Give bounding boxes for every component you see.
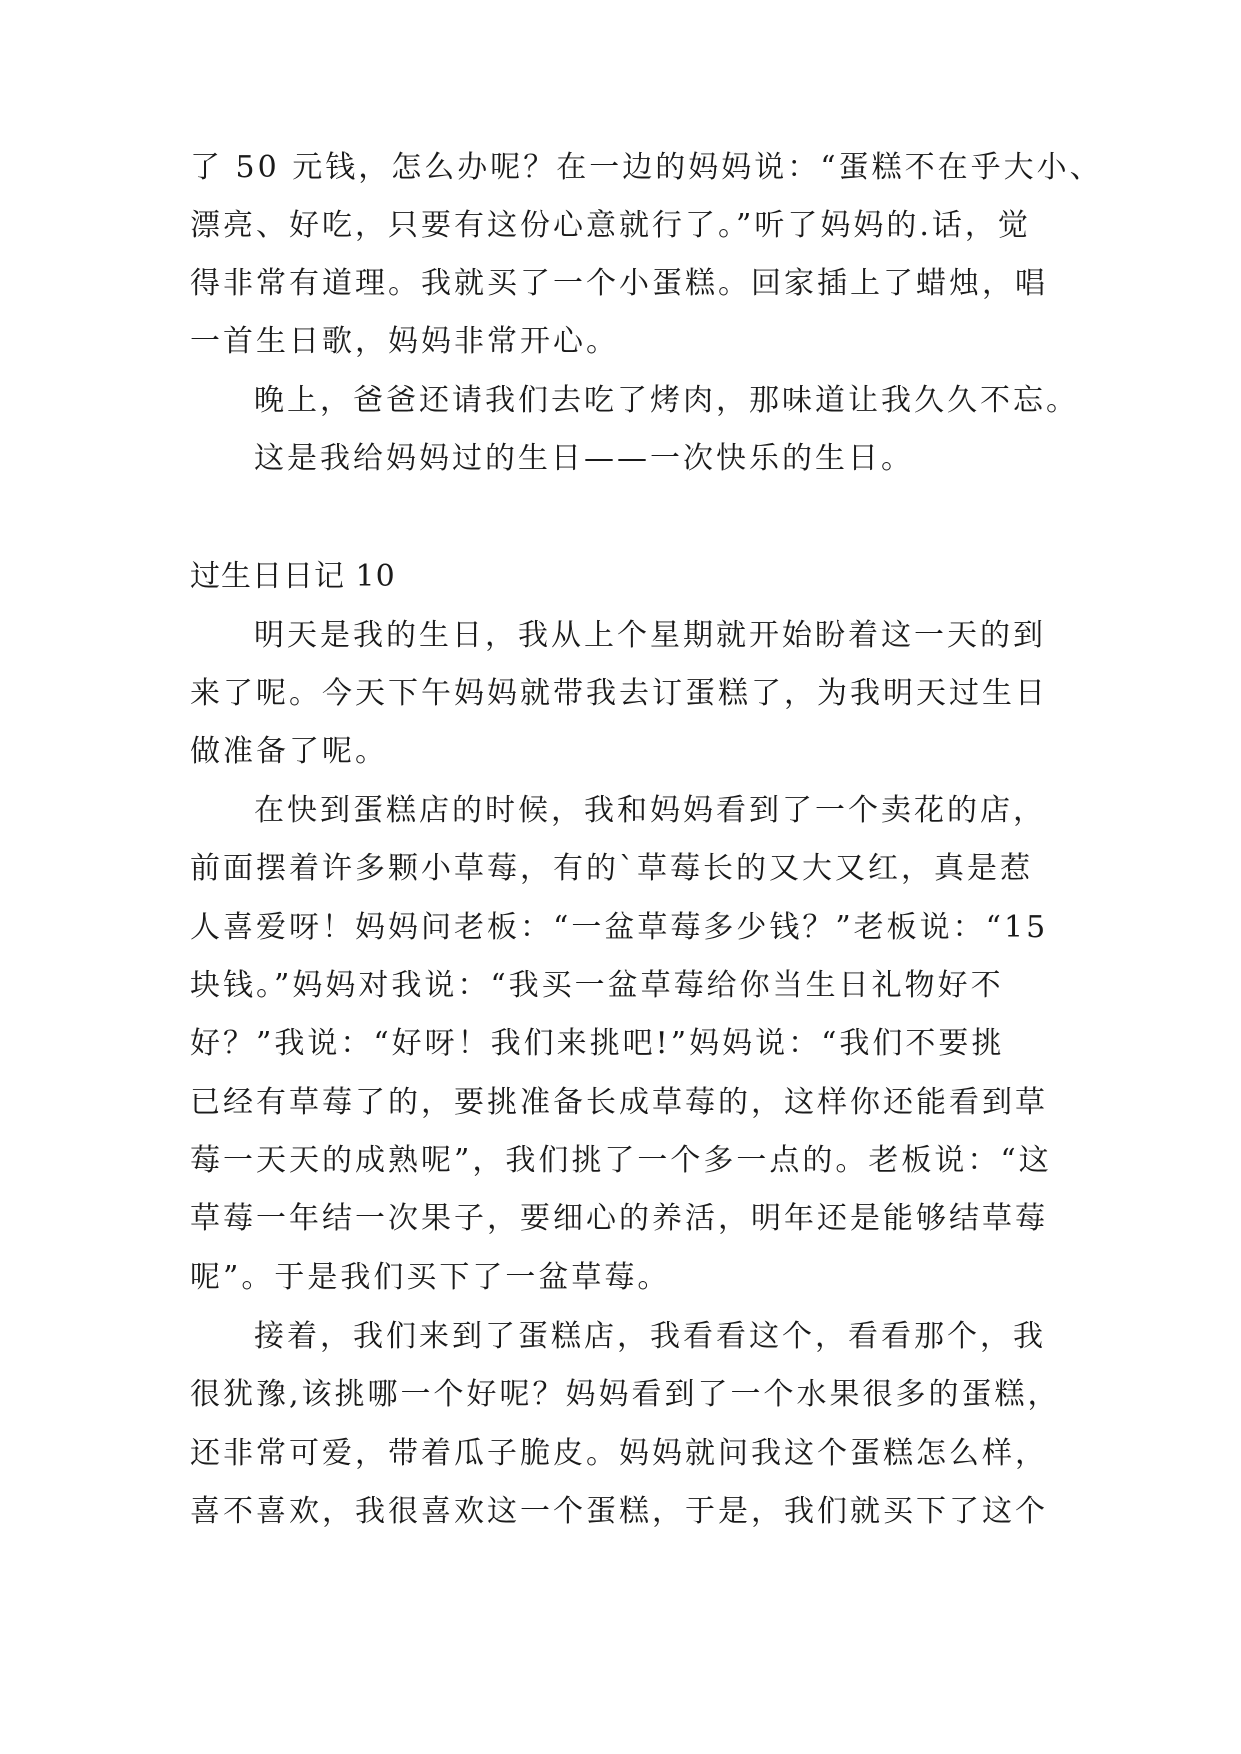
text-line: 喜不喜欢，我很喜欢这一个蛋糕，于是，我们就买下了这个: [190, 1494, 1048, 1529]
paragraph-first-line: 接着，我们来到了蛋糕店，我看看这个，看看那个，我: [254, 1319, 1046, 1354]
text-line: 很犹豫,该挑哪一个好呢？妈妈看到了一个水果很多的蛋糕，: [190, 1377, 1061, 1412]
text-line: 前面摆着许多颗小草莓，有的`草莓长的又大又红，真是惹: [190, 851, 1033, 886]
text-line: 呢”。于是我们买下了一盆草莓。: [190, 1260, 671, 1295]
text-line: 草莓一年结一次果子，要细心的养活，明年还是能够结草莓: [190, 1201, 1048, 1236]
text-line: 莓一天天的成熟呢”，我们挑了一个多一点的。老板说：“这: [190, 1143, 1052, 1178]
paragraph-first-line: 明天是我的生日，我从上个星期就开始盼着这一天的到: [254, 618, 1046, 653]
text-line: 已经有草莓了的，要挑准备长成草莓的，这样你还能看到草: [190, 1085, 1048, 1120]
text-line: 来了呢。今天下午妈妈就带我去订蛋糕了，为我明天过生日: [190, 676, 1048, 711]
text-line: 一首生日歌，妈妈非常开心。: [190, 324, 619, 359]
text-line: 人喜爱呀！妈妈问老板：“一盆草莓多少钱？”老板说：“15: [190, 910, 1049, 945]
text-line: 漂亮、好吃，只要有这份心意就行了。”听了妈妈的.话，觉: [190, 208, 1031, 243]
text-line: 块钱。”妈妈对我说：“我买一盆草莓给你当生日礼物好不: [190, 968, 1004, 1003]
text-line: 还非常可爱，带着瓜子脆皮。妈妈就问我这个蛋糕怎么样，: [190, 1436, 1048, 1471]
text-line: 做准备了呢。: [190, 734, 388, 769]
section-heading: 过生日日记 10: [190, 559, 396, 594]
text-line: 得非常有道理。我就买了一个小蛋糕。回家插上了蜡烛，唱: [190, 266, 1048, 301]
paragraph-first-line: 这是我给妈妈过的生日——一次快乐的生日。: [254, 441, 914, 476]
paragraph-first-line: 晚上，爸爸还请我们去吃了烤肉，那味道让我久久不忘。: [254, 383, 1079, 418]
text-line: 了 50 元钱，怎么办呢？在一边的妈妈说：“蛋糕不在乎大小、: [190, 150, 1103, 185]
text-line: 好？”我说：“好呀！我们来挑吧!”妈妈说：“我们不要挑: [190, 1026, 1005, 1061]
paragraph-first-line: 在快到蛋糕店的时候，我和妈妈看到了一个卖花的店，: [254, 793, 1046, 828]
